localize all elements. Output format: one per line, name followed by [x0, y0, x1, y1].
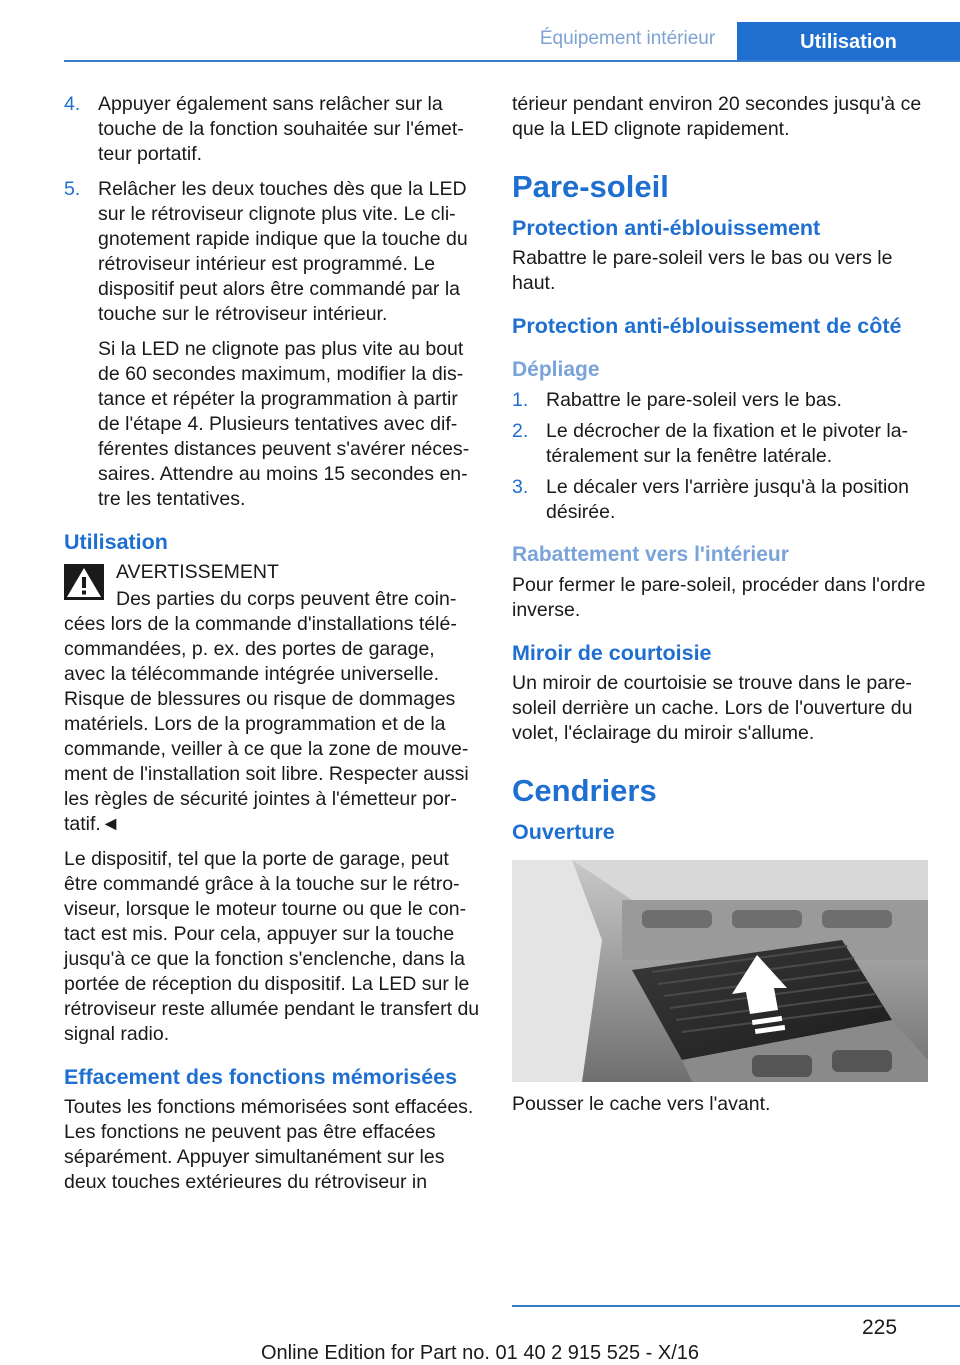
step-text: Appuyer également sans relâcher sur la touche de la fonction souhaitée sur l'émetteur portatif. — [98, 93, 464, 165]
step-extra-text: Si la LED ne clignote pas plus vite au bout de 60 secondes maximum, modifier la distance et répéter la programmation à partir de l'étape 4. Plusieurs tentatives avec différentes distances peuvent s'avérer nécessaires. Attendre au moins 15 secondes entre les tentatives. — [98, 338, 470, 510]
left-column — [64, 92, 480, 1205]
right-column — [512, 92, 928, 1127]
paragraph: Le dispositif, tel que la porte de garage, peut être commandé grâce à la touche sur le rétroviseur, lorsque le moteur tourne ou que le contact est mis. Pour cela, appuyer sur la touche jusqu'à ce que la fonction s'enclenche, dans la portée de réception du dispositif. La LED sur le rétroviseur reste allumée pendant le transfert du signal radio. — [64, 848, 480, 1045]
step-number: 5. — [64, 178, 81, 200]
step-number: 3. — [512, 476, 529, 498]
step-text: Relâcher les deux touches dès que la LED sur le rétroviseur clignote plus vite. Le clignotement rapide indique que la touche du rétroviseur intérieur est programmé. Le dispositif peut alors être commandé par la touche sur le rétroviseur intérieur. — [98, 178, 468, 325]
depliage-heading: Dépliage — [512, 358, 600, 381]
step-text: Le décaler vers l'arrière jusqu'à la position désirée. — [546, 476, 909, 523]
step-text: Rabattre le pare-soleil vers le bas. — [546, 389, 842, 411]
paragraph: Rabattre le pare-soleil vers le bas ou vers le haut. — [512, 247, 893, 294]
list-item — [64, 177, 480, 512]
cendriers-heading: Cendriers — [512, 773, 657, 808]
warning-triangle-icon — [64, 564, 104, 600]
paragraph: térieur pendant environ 20 secondes jusqu'à ce que la LED clignote rapidement. — [512, 93, 922, 140]
pare-soleil-heading: Pare-soleil — [512, 169, 669, 204]
header-chapter-tab: Utilisation — [737, 22, 960, 62]
step-number: 1. — [512, 389, 529, 411]
miroir-heading: Miroir de courtoisie — [512, 641, 712, 665]
cote-heading: Protection anti-éblouissement de côté — [512, 314, 902, 338]
list-item — [512, 419, 928, 469]
header-rule — [64, 60, 960, 62]
warning-text: Des parties du corps peuvent être coincées lors de la commande d'installations télécommandées, p. ex. des portes de garage, avec la télécommande intégrée universelle. Risque de blessures ou risque de dommages matériels. Lors de la programmation et de la commande, veiller à ce que la zone de mouvement de l'installation soit libre. Respecter aussi les règles de sécurité jointes à l'émetteur portatif.◄ — [64, 588, 469, 835]
header-section-title: Équipement intérieur — [539, 28, 716, 49]
warning-title: AVERTISSEMENT — [116, 561, 279, 583]
ashtray-photo — [512, 860, 928, 1082]
list-item — [512, 475, 928, 525]
list-item — [512, 388, 928, 413]
edition-note: Online Edition for Part no. 01 40 2 915 525 - X/16 — [260, 1342, 700, 1364]
ouverture-heading: Ouverture — [512, 820, 615, 844]
step-number: 4. — [64, 93, 81, 115]
paragraph: Pour fermer le pare-soleil, procéder dans l'ordre inverse. — [512, 574, 926, 621]
anti-eblouissement-heading: Protection anti-éblouissement — [512, 216, 821, 240]
step-number: 2. — [512, 420, 529, 442]
footer-rule — [512, 1305, 960, 1307]
figure-caption: Pousser le cache vers l'avant. — [512, 1093, 771, 1115]
warning-block — [64, 560, 480, 837]
utilisation-heading: Utilisation — [64, 530, 168, 554]
list-item — [64, 92, 480, 167]
rabattement-heading: Rabattement vers l'intérieur — [512, 543, 789, 566]
step-text: Le décrocher de la fixation et le pivoter latéralement sur la fenêtre latérale. — [546, 420, 909, 467]
paragraph: Un miroir de courtoisie se trouve dans le pare-soleil derrière un cache. Lors de l'ouverture du volet, l'éclairage du miroir s'allume. — [512, 672, 913, 744]
page-number: 225 — [862, 1316, 898, 1339]
paragraph: Toutes les fonctions mémorisées sont effacées. Les fonctions ne peuvent pas être effacées séparément. Appuyer simultanément sur les deux touches extérieures du rétroviseur in — [64, 1096, 474, 1193]
effacement-heading: Effacement des fonctions mémorisées — [64, 1065, 458, 1089]
